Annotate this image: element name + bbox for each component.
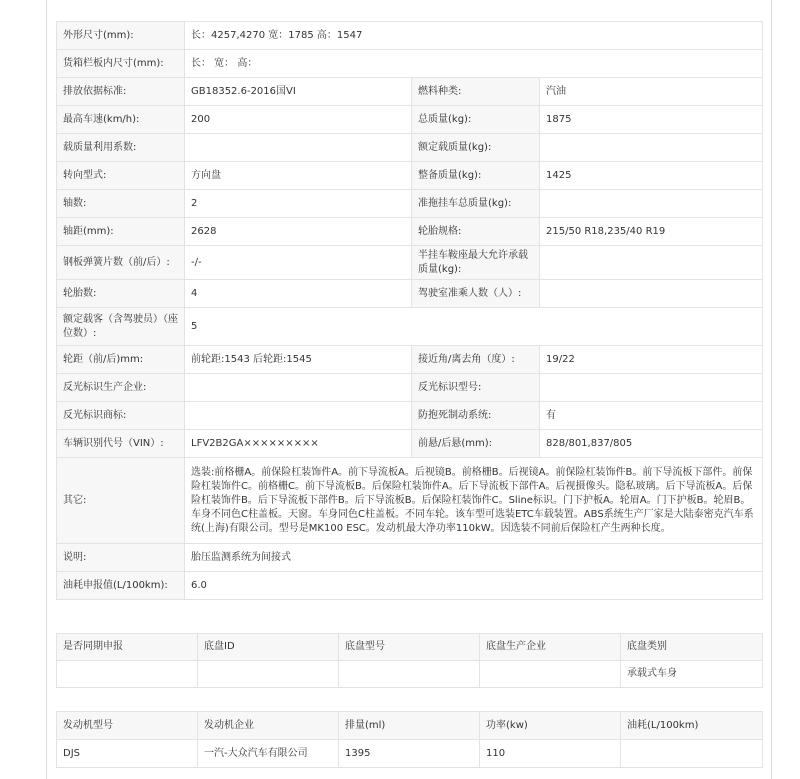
saddle-load-value: [540, 246, 763, 280]
spec-row-reflector-brand: [57, 402, 763, 430]
track-label: 轮距（前/后)mm:: [57, 346, 185, 374]
cab-capacity-value: [540, 280, 763, 308]
track-value: 前轮距:1543 后轮距:1545: [185, 346, 412, 374]
chassis-cell: [480, 661, 621, 688]
note-value: 胎压监测系统为间接式: [185, 544, 763, 572]
engine-cell: 1395: [339, 740, 480, 768]
overhang-value: 828/801,837/805: [540, 430, 763, 458]
engine-header-cell: 油耗(L/100km): [621, 712, 763, 740]
reflector-maker-label: 反光标识生产企业:: [57, 374, 185, 402]
other-value: 选装:前格栅A。前保险杠装饰件A。前下导流板A。后视镜B。前格栅B。后视镜A。前保险杠装饰件B。前下导流板下部件。前保险杠装饰件C。前格栅C。前下导流板B。后保险杠装饰件A。后下导流板下部件A。后视摄像头。隐私玻璃。后下导流板A。后保险杠装饰件B。后下导流板下部件B。后下导流板B。后保险杠装饰件C。Sline标识。门下护板A。轮眉A。门下护板B。轮眉B。车身不同色C柱盖板。天窗。车身同色C柱盖板。不同车轮。该车型可选装ETC车载装置。ABS系统生产厂家是大陆泰密克汽车系统(上海)有限公司。型号是MK100 ESC。发动机最大净功率110kW。因选装不同前后保险杠产生两种长度。: [185, 458, 763, 544]
chassis-table: [56, 633, 763, 688]
total-mass-label: 总质量(kg):: [412, 106, 540, 134]
angle-label: 接近角/离去角（度）:: [412, 346, 540, 374]
spec-row-wheelbase: [57, 218, 763, 246]
chassis-header-cell: 底盘ID: [198, 634, 339, 661]
chassis-header-cell: 是否同期申报: [57, 634, 198, 661]
rated-load-label: 额定载质量(kg):: [412, 134, 540, 162]
load-util-value: [185, 134, 412, 162]
engine-cell: 一汽-大众汽车有限公司: [198, 740, 339, 768]
steering-value: 方向盘: [185, 162, 412, 190]
spec-row-springs: [57, 246, 763, 280]
load-util-label: 载质量利用系数:: [57, 134, 185, 162]
fuel-type-label: 燃料种类:: [412, 78, 540, 106]
tire-spec-label: 轮胎规格:: [412, 218, 540, 246]
tire-count-value: 4: [185, 280, 412, 308]
seats-label: 额定载客（含驾驶员）（座位数）:: [57, 308, 185, 346]
engine-header-cell: 发动机企业: [198, 712, 339, 740]
dimensions-label: 外形尺寸(mm):: [57, 22, 185, 50]
engine-cell: [621, 740, 763, 768]
engine-cell: 110: [480, 740, 621, 768]
cargo-box-label: 货箱栏板内尺寸(mm):: [57, 50, 185, 78]
other-label: 其它:: [57, 458, 185, 544]
spec-row-steering: [57, 162, 763, 190]
fuel-type-value: 汽油: [540, 78, 763, 106]
spec-row-track: [57, 346, 763, 374]
cab-capacity-label: 驾驶室准乘人数（人）:: [412, 280, 540, 308]
chassis-header-cell: 底盘生产企业: [480, 634, 621, 661]
reflector-brand-value: [185, 402, 412, 430]
chassis-header-cell: 底盘类别: [621, 634, 763, 661]
axles-label: 轴数:: [57, 190, 185, 218]
vin-value: LFV2B2GA×××××××××: [185, 430, 412, 458]
engine-data-row: [57, 740, 763, 768]
reflector-model-label: 反光标识型号:: [412, 374, 540, 402]
springs-label: 钢板弹簧片数（前/后）:: [57, 246, 185, 280]
rated-load-value: [540, 134, 763, 162]
chassis-cell: [198, 661, 339, 688]
vin-label: 车辆识别代号（VIN）:: [57, 430, 185, 458]
abs-label: 防抱死制动系统:: [412, 402, 540, 430]
reflector-maker-value: [185, 374, 412, 402]
wheelbase-label: 轴距(mm):: [57, 218, 185, 246]
chassis-header-row: [57, 634, 763, 661]
dimensions-value: 长：4257,4270 宽：1785 高：1547: [185, 22, 763, 50]
tire-spec-value: 215/50 R18,235/40 R19: [540, 218, 763, 246]
spec-row-load-util: [57, 134, 763, 162]
note-label: 说明:: [57, 544, 185, 572]
spec-row-other: [57, 458, 763, 544]
trailer-mass-value: [540, 190, 763, 218]
saddle-load-label: 半挂车鞍座最大允许承载质量(kg):: [412, 246, 540, 280]
reflector-model-value: [540, 374, 763, 402]
springs-value: -/-: [185, 246, 412, 280]
engine-table: [56, 711, 763, 768]
spec-row-note: [57, 544, 763, 572]
steering-label: 转向型式:: [57, 162, 185, 190]
spec-row-fuel: [57, 572, 763, 600]
cargo-box-value: 长： 宽： 高：: [185, 50, 763, 78]
overhang-label: 前悬/后悬(mm):: [412, 430, 540, 458]
trailer-mass-label: 准拖挂车总质量(kg):: [412, 190, 540, 218]
engine-cell: DJS: [57, 740, 198, 768]
engine-header-row: [57, 712, 763, 740]
spec-row-vin: [57, 430, 763, 458]
max-speed-label: 最高车速(km/h):: [57, 106, 185, 134]
spec-row-reflector: [57, 374, 763, 402]
chassis-cell: [57, 661, 198, 688]
curb-mass-label: 整备质量(kg):: [412, 162, 540, 190]
wheelbase-value: 2628: [185, 218, 412, 246]
spec-row-axles: [57, 190, 763, 218]
fuel-consumption-value: 6.0: [185, 572, 763, 600]
chassis-header-cell: 底盘型号: [339, 634, 480, 661]
engine-header-cell: 发动机型号: [57, 712, 198, 740]
spec-row-seats: [57, 308, 763, 346]
emission-value: GB18352.6-2016国VI: [185, 78, 412, 106]
total-mass-value: 1875: [540, 106, 763, 134]
spec-row-cargo-box: [57, 50, 763, 78]
curb-mass-value: 1425: [540, 162, 763, 190]
spec-row-dimensions: [57, 22, 763, 50]
chassis-cell: [339, 661, 480, 688]
seats-value: 5: [185, 308, 763, 346]
chassis-cell: 承载式车身: [621, 661, 763, 688]
spec-row-speed: [57, 106, 763, 134]
spec-table: [56, 21, 763, 600]
axles-value: 2: [185, 190, 412, 218]
spec-row-emission: [57, 78, 763, 106]
engine-header-cell: 排量(ml): [339, 712, 480, 740]
chassis-data-row: [57, 661, 763, 688]
reflector-brand-label: 反光标识商标:: [57, 402, 185, 430]
max-speed-value: 200: [185, 106, 412, 134]
tire-count-label: 轮胎数:: [57, 280, 185, 308]
emission-label: 排放依据标准:: [57, 78, 185, 106]
fuel-consumption-label: 油耗申报值(L/100km):: [57, 572, 185, 600]
spec-row-tires: [57, 280, 763, 308]
abs-value: 有: [540, 402, 763, 430]
angle-value: 19/22: [540, 346, 763, 374]
engine-header-cell: 功率(kw): [480, 712, 621, 740]
